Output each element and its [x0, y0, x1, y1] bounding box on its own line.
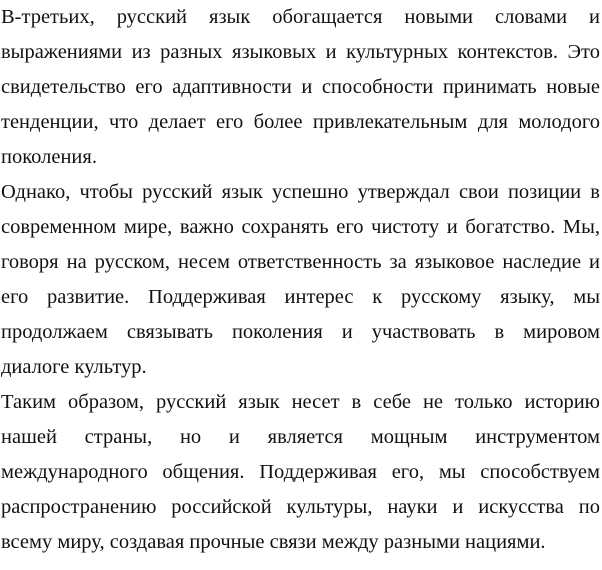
- text-line: свидетельство его адаптивности и способности принимать новые: [1, 76, 600, 98]
- text-line: нашей страны, но и является мощным инструментом: [1, 426, 600, 448]
- text-line: В-третьих, русский язык обогащается новыми словами и: [1, 6, 600, 28]
- text-line: продолжаем связывать поколения и участвовать в мировом: [1, 321, 600, 343]
- text-line: тенденции, что делает его более привлекательным для молодого: [1, 111, 600, 133]
- text-line: Таким образом, русский язык несет в себе не только историю: [1, 391, 600, 413]
- text-line: поколения.: [1, 146, 97, 168]
- text-line: Однако, чтобы русский язык успешно утверждал свои позиции в: [1, 181, 600, 203]
- paragraph-however: [0, 175, 602, 385]
- paragraph-conclusion: [0, 385, 602, 560]
- paragraph-thirdly: [0, 0, 602, 175]
- text-line: международного общения. Поддерживая его, мы способствуем: [1, 461, 600, 483]
- text-line: всему миру, создавая прочные связи между разными нациями.: [1, 531, 546, 553]
- text-line: его развитие. Поддерживая интерес к русскому языку, мы: [1, 286, 600, 308]
- text-line: выражениями из разных языковых и культурных контекстов. Это: [1, 41, 600, 63]
- text-line: говоря на русском, несем ответственность за языковое наследие и: [1, 251, 600, 273]
- text-line: распространению российской культуры, науки и искусства по: [1, 496, 600, 518]
- text-line: современном мире, важно сохранять его чистоту и богатство. Мы,: [1, 216, 600, 238]
- text-line: диалоге культур.: [1, 356, 147, 378]
